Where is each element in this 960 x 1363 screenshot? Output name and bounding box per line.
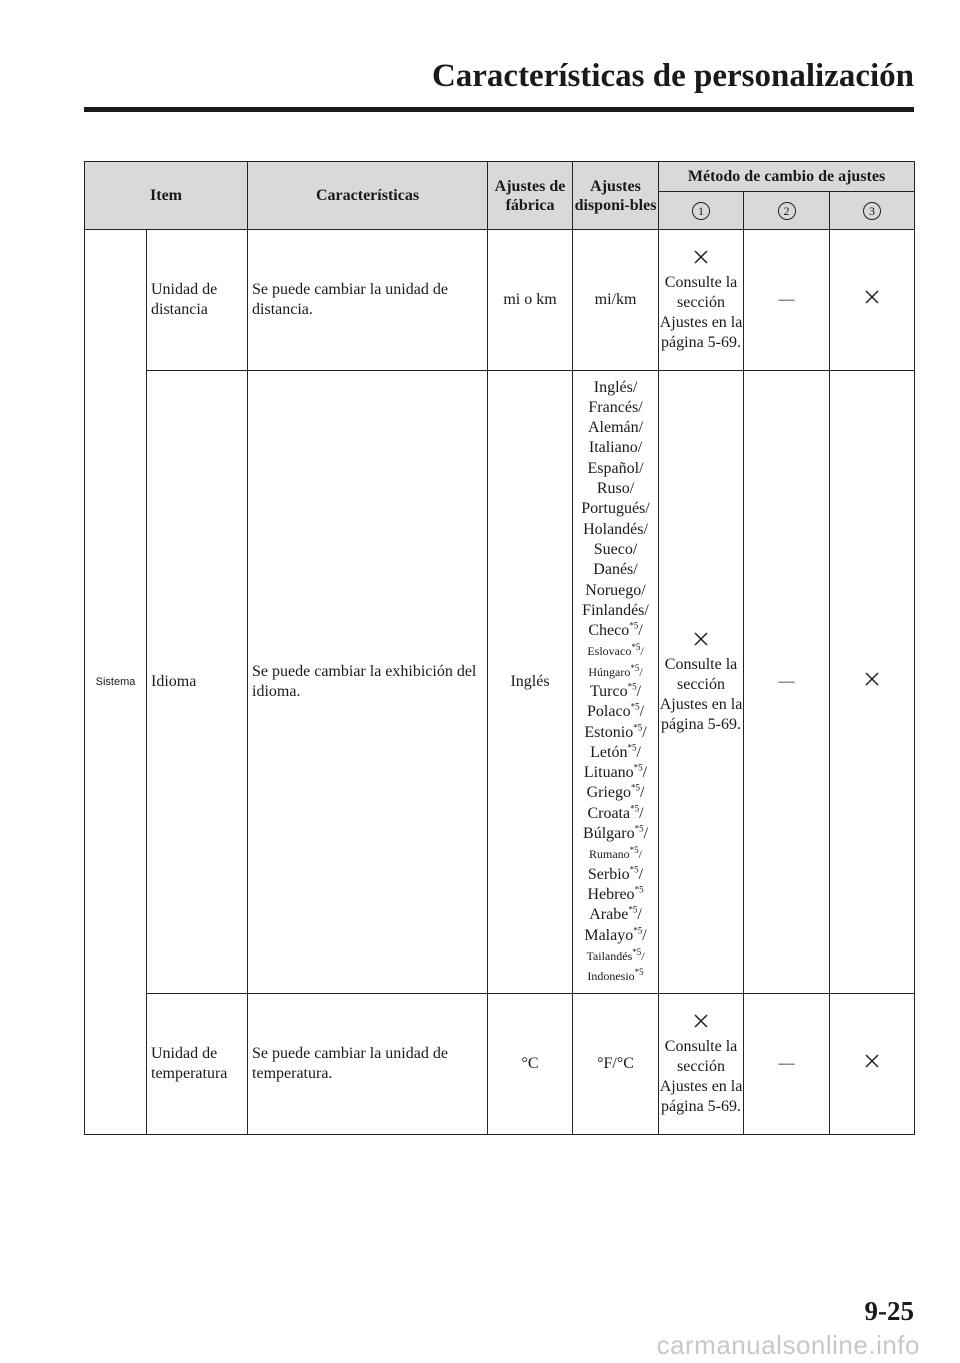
circled-number-1: 1 <box>692 202 710 220</box>
header-method-1 <box>659 192 744 230</box>
row-method-2: — <box>744 994 830 1135</box>
row-available: mi/km <box>573 230 659 371</box>
row-feature: Se puede cambiar la unidad de distancia. <box>248 230 488 371</box>
language-option-footnoted: Letón$^{*5}$/ <box>590 742 641 761</box>
cross-icon <box>694 250 708 264</box>
language-option-footnoted: Croata$^{*5}$/ <box>587 803 644 822</box>
language-option-footnoted: Búlgaro$^{*5}$/ <box>583 823 649 843</box>
language-option-footnoted: Griego$^{*5}$/ <box>586 783 645 802</box>
row-available-languages <box>573 371 659 994</box>
language-option-footnoted: Turco$^{*5}$/ <box>589 681 642 700</box>
language-option: Finlandés/ <box>582 601 649 619</box>
cross-icon <box>694 632 708 646</box>
table-row <box>85 230 915 371</box>
language-option-footnoted: Eslovaco$^{*5}$/ <box>587 642 644 659</box>
header-item: Item <box>85 162 248 230</box>
cross-icon <box>865 1054 879 1068</box>
row-item: Unidad de temperatura <box>147 994 248 1135</box>
row-factory: °C <box>488 994 573 1135</box>
table-row <box>85 371 915 994</box>
row-method-2: — <box>744 230 830 371</box>
circled-number-2: 2 <box>778 202 796 220</box>
language-option: Español/ <box>587 459 644 477</box>
page-title: Características de personalización <box>431 58 914 94</box>
settings-table <box>84 161 915 1135</box>
language-option: Holandés/ <box>583 520 648 538</box>
method-1-note: Consulte la sección Ajustes en la página 5-69. <box>659 273 743 352</box>
row-factory: mi o km <box>488 230 573 371</box>
header-factory-label: Ajustes de fábrica <box>494 177 566 214</box>
language-option-footnoted: Serbio$^{*5}$/ <box>587 864 644 883</box>
method-1-note: Consulte la sección Ajustes en la página 5-69. <box>659 655 743 734</box>
language-option: Portugués/ <box>581 500 650 518</box>
language-option: Danés/ <box>593 561 638 579</box>
row-method-2: — <box>744 371 830 994</box>
language-option-footnoted: Arabe$^{*5}$/ <box>589 904 642 924</box>
language-option: Ruso/ <box>596 480 635 498</box>
header-method-2 <box>744 192 830 230</box>
language-option-footnoted: Lituano$^{*5}$/ <box>583 762 648 782</box>
cross-icon <box>865 672 879 686</box>
group-label-sistema: Sistema <box>85 230 147 1135</box>
language-option-footnoted: Checo$^{*5}$/ <box>588 620 643 640</box>
language-option: Sueco/ <box>593 540 638 558</box>
watermark: carmanualsonline.info <box>656 1330 920 1360</box>
row-feature: Se puede cambiar la unidad de temperatura. <box>248 994 488 1135</box>
header-available-label: Ajustes disponi-bles <box>574 177 657 214</box>
language-option-footnoted: Tailandés$^{*5}$/ <box>586 946 645 963</box>
row-item: Unidad de distancia <box>147 230 248 371</box>
language-option-footnoted: Estonio$^{*5}$/ <box>584 722 647 741</box>
page-number: 9-25 <box>864 1296 914 1326</box>
language-option: Inglés/ <box>593 378 638 396</box>
language-option-footnoted: Húngaro$^{*5}$/ <box>588 662 643 679</box>
header-available <box>573 162 659 230</box>
table-row <box>85 994 915 1135</box>
language-option: Alemán/ <box>587 419 644 437</box>
row-factory: Inglés <box>488 371 573 994</box>
cross-icon <box>694 1014 708 1028</box>
language-option-footnoted: Hebreo$^{*5}$ <box>587 884 644 903</box>
row-item: Idioma <box>147 371 248 994</box>
language-option-footnoted: Polaco$^{*5}$/ <box>587 701 645 721</box>
header-method: Método de cambio de ajustes <box>659 162 915 192</box>
row-method-1 <box>659 994 744 1135</box>
language-option-footnoted: Indonesio$^{*5}$ <box>587 967 644 984</box>
row-method-3 <box>830 994 915 1135</box>
row-method-3 <box>830 230 915 371</box>
row-feature: Se puede cambiar la exhibición del idioma. <box>248 371 488 994</box>
header-factory <box>488 162 573 230</box>
header-rule <box>84 107 914 112</box>
language-option: Italiano/ <box>588 439 643 457</box>
cross-icon <box>865 290 879 304</box>
header-features: Características <box>248 162 488 230</box>
language-option: Noruego/ <box>585 581 646 599</box>
language-option-footnoted: Malayo$^{*5}$/ <box>584 925 647 944</box>
header-method-3 <box>830 192 915 230</box>
row-method-1 <box>659 371 744 994</box>
circled-number-3: 3 <box>863 202 881 220</box>
row-method-3 <box>830 371 915 994</box>
row-method-1 <box>659 230 744 371</box>
language-option-footnoted: Rumano$^{*5}$/ <box>589 845 643 862</box>
row-available: °F/°C <box>573 994 659 1135</box>
language-option: Francés/ <box>588 398 643 416</box>
table-header-row-1 <box>85 162 915 192</box>
method-1-note: Consulte la sección Ajustes en la página 5-69. <box>659 1037 743 1116</box>
